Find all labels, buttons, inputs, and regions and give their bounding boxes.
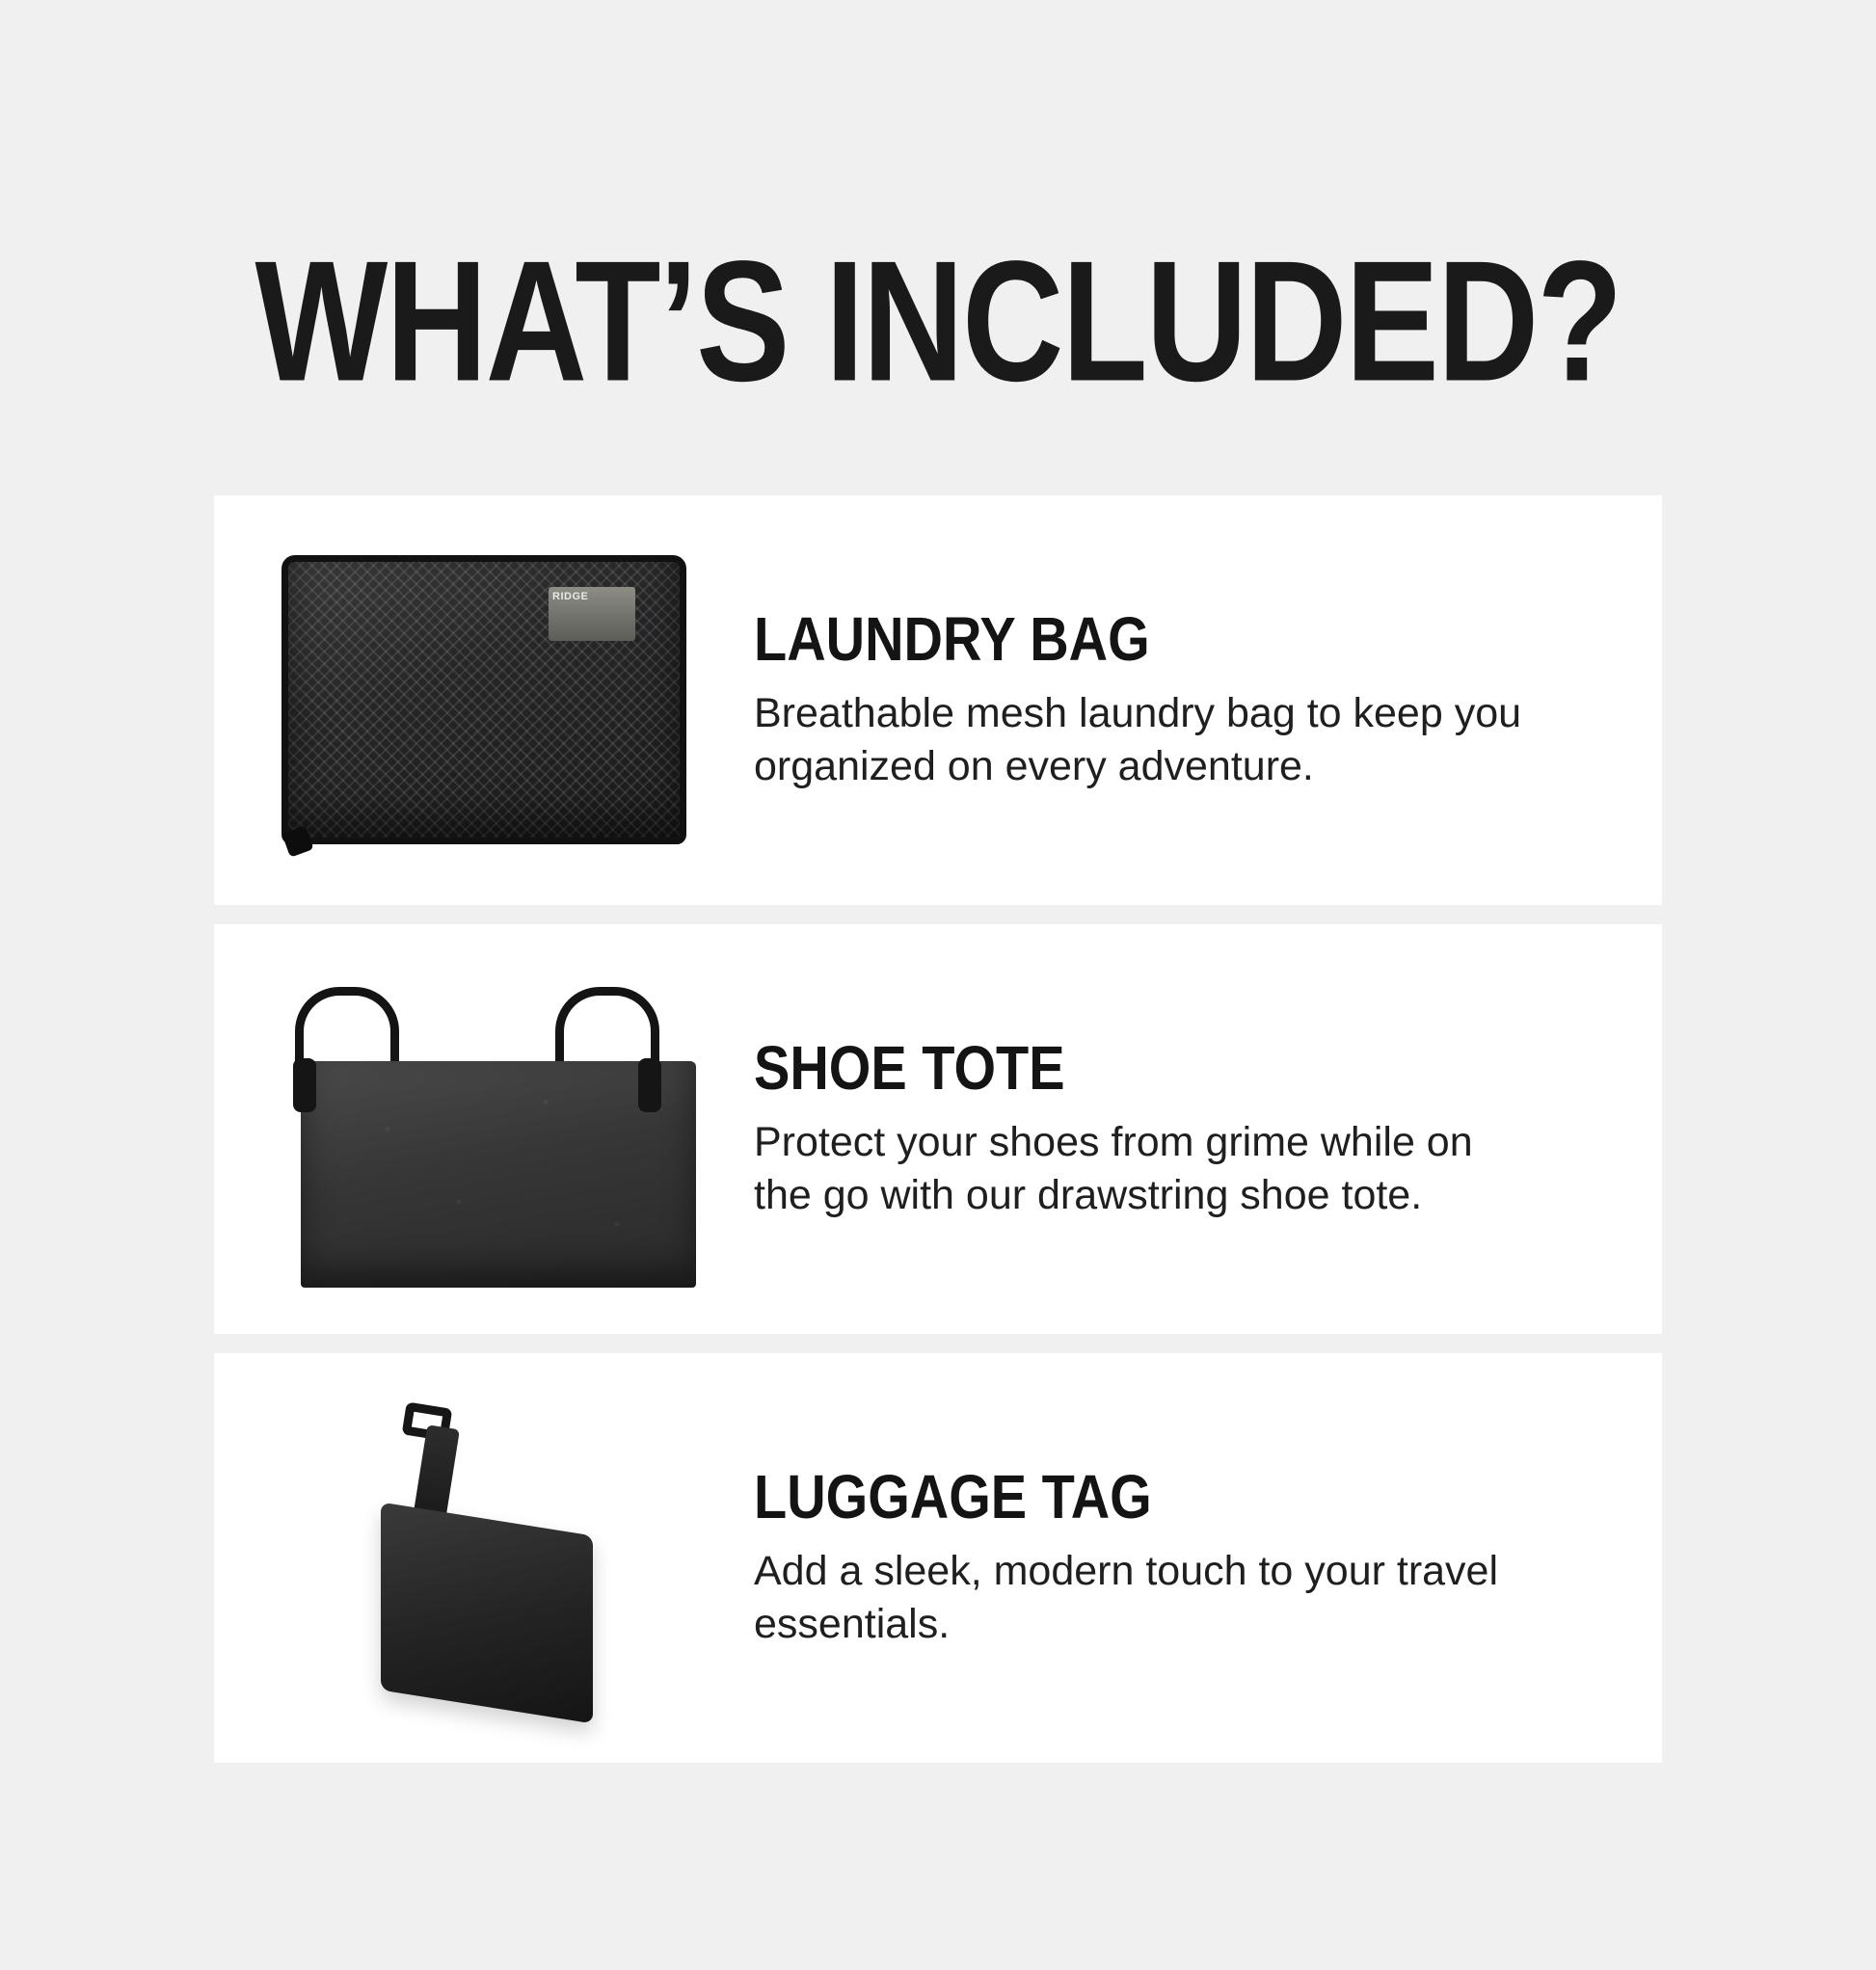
mesh-bag-body [281,555,686,844]
tote-body [301,1061,696,1288]
item-title: SHOE TOTE [754,1032,1065,1103]
brand-tag-label: RIDGE [549,587,635,641]
items-list [0,495,1876,1763]
item-title: LAUNDRY BAG [754,603,1150,674]
cord-knot-left-icon [293,1058,316,1112]
laundry-bag-text [754,603,1593,793]
list-item [214,924,1662,1334]
luggage-tag-image [214,1353,754,1763]
laundry-bag-image [214,495,754,905]
item-description: Breathable mesh laundry bag to keep you organized on every adventure. [754,689,1522,789]
included-items-page [0,94,1876,1970]
luggage-tag-graphic [325,1384,643,1731]
shoe-tote-image [214,924,754,1334]
shoe-tote-graphic [272,970,696,1288]
tag-body [381,1503,593,1724]
luggage-tag-text [754,1461,1593,1651]
item-description: Protect your shoes from grime while on the go with our drawstring shoe tote. [754,1118,1473,1218]
cord-knot-right-icon [638,1058,661,1112]
item-description: Add a sleek, modern touch to your travel essentials. [754,1547,1499,1647]
mesh-bag-graphic [281,555,686,844]
list-item [214,1353,1662,1763]
shoe-tote-text [754,1032,1593,1222]
item-title: LUGGAGE TAG [754,1461,1152,1531]
page-title: WHAT’S INCLUDED? [255,225,1621,417]
list-item [214,495,1662,905]
